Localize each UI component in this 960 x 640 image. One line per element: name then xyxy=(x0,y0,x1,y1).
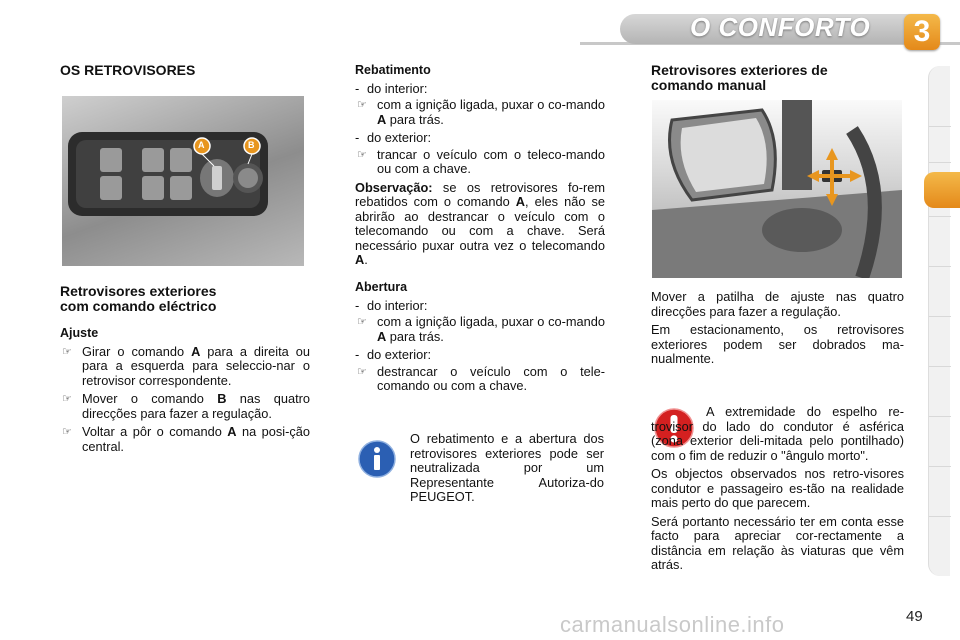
warning-paragraph: Será portanto necessário ter em conta esse facto para apreciar cor-rectamente a distância em relação às viaturas que vêm atrás. xyxy=(651,513,904,572)
switch-panel-illustration xyxy=(62,96,304,266)
list-item: ☞ com a ignição ligada, puxar o co-mando A para trás. xyxy=(357,97,605,127)
info-icon xyxy=(358,440,396,478)
info-note: O rebatimento e a abertura dos retrovisores exteriores pode ser neutralizada por um Representante Autoriza-do PEUGEOT. xyxy=(410,431,604,504)
electric-mirror-title: Retrovisores exteriores com comando eléctrico xyxy=(60,283,217,314)
list-item: - do interior: xyxy=(355,80,428,96)
warning-note xyxy=(651,405,904,577)
list-item: ☞ Girar o comando A para a direita ou para a esquerda para seleccio-nar o retrovisor correspondente. xyxy=(62,343,310,388)
page-header xyxy=(0,0,960,52)
parking-paragraph: Em estacionamento, os retrovisores exteriores podem ser dobrados ma-nualmente. xyxy=(651,322,904,366)
list-item: ☞ trancar o veículo com o teleco-mando ou com a chave. xyxy=(357,146,605,176)
left-column xyxy=(60,63,310,78)
manual-mirror-section xyxy=(651,63,906,93)
chapter-tabs xyxy=(928,66,950,576)
list-item: ☞ com a ignição ligada, puxar o co-mando A para trás. xyxy=(357,314,605,344)
pointer-icon: ☞ xyxy=(62,426,72,438)
door-mirror-photo xyxy=(652,100,902,278)
list-item: ☞ destrancar o veículo com o tele-comando ou com a chave. xyxy=(357,363,605,393)
chapter-title: O CONFORTO xyxy=(690,12,871,42)
adjust-heading: Ajuste xyxy=(60,326,99,340)
list-item: ☞ Voltar a pôr o comando A na posi-ção central. xyxy=(62,424,311,454)
list-item: - do exterior: xyxy=(355,347,432,362)
note-paragraph: Observação: se os retrovisores fo-rem rebatidos com o comando A, eles não se abrirão ao destrancar o veículo com o telecomando ou com a chave. Será necessário puxar outra vez o telecomando A. xyxy=(355,179,605,267)
pointer-icon: ☞ xyxy=(357,99,367,111)
window-switch-photo xyxy=(62,96,304,266)
folding-heading: Rebatimento xyxy=(355,63,431,77)
chapter-number-badge: 3 xyxy=(904,14,940,50)
warning-paragraph: Os objectos observados nos retro-visores condutor e passageiro es-tão na realidade mais perto do que parecem. xyxy=(651,466,904,510)
opening-section xyxy=(355,280,605,398)
mirror-illustration xyxy=(652,100,902,278)
adjust-paragraph: Mover a patilha de ajuste nas quatro direcções para fazer a regulação. xyxy=(651,289,904,319)
electric-mirror-section xyxy=(60,284,310,458)
pointer-icon: ☞ xyxy=(357,365,367,378)
pointer-icon: ☞ xyxy=(62,345,72,358)
callout-b-label: B xyxy=(248,140,255,150)
warning-intro: A extremidade do espelho re-trovisor do lado do condutor é asférica (zona exterior deli-mitada pelo pontilhado) com o fim de reduzir o "ângulo morto". xyxy=(651,404,904,463)
pointer-icon: ☞ xyxy=(357,316,367,328)
chapter-tab-active[interactable] xyxy=(924,172,960,208)
watermark: carmanualsonline.info xyxy=(560,612,785,637)
folding-section xyxy=(355,63,605,272)
list-item: - do interior: xyxy=(355,297,428,313)
pointer-icon: ☞ xyxy=(357,148,367,161)
manual-mirror-text xyxy=(651,290,904,371)
list-item: ☞ Mover o comando B nas quatro direcções para fazer a regulação. xyxy=(62,391,311,421)
page-number: 49 xyxy=(906,608,923,625)
manual-mirror-title: Retrovisores exteriores de comando manual xyxy=(651,62,828,93)
section-title: OS RETROVISORES xyxy=(60,62,196,78)
pointer-icon: ☞ xyxy=(62,393,72,405)
list-item: - do exterior: xyxy=(355,130,432,145)
opening-heading: Abertura xyxy=(355,280,408,294)
callout-a-label: A xyxy=(198,140,205,150)
